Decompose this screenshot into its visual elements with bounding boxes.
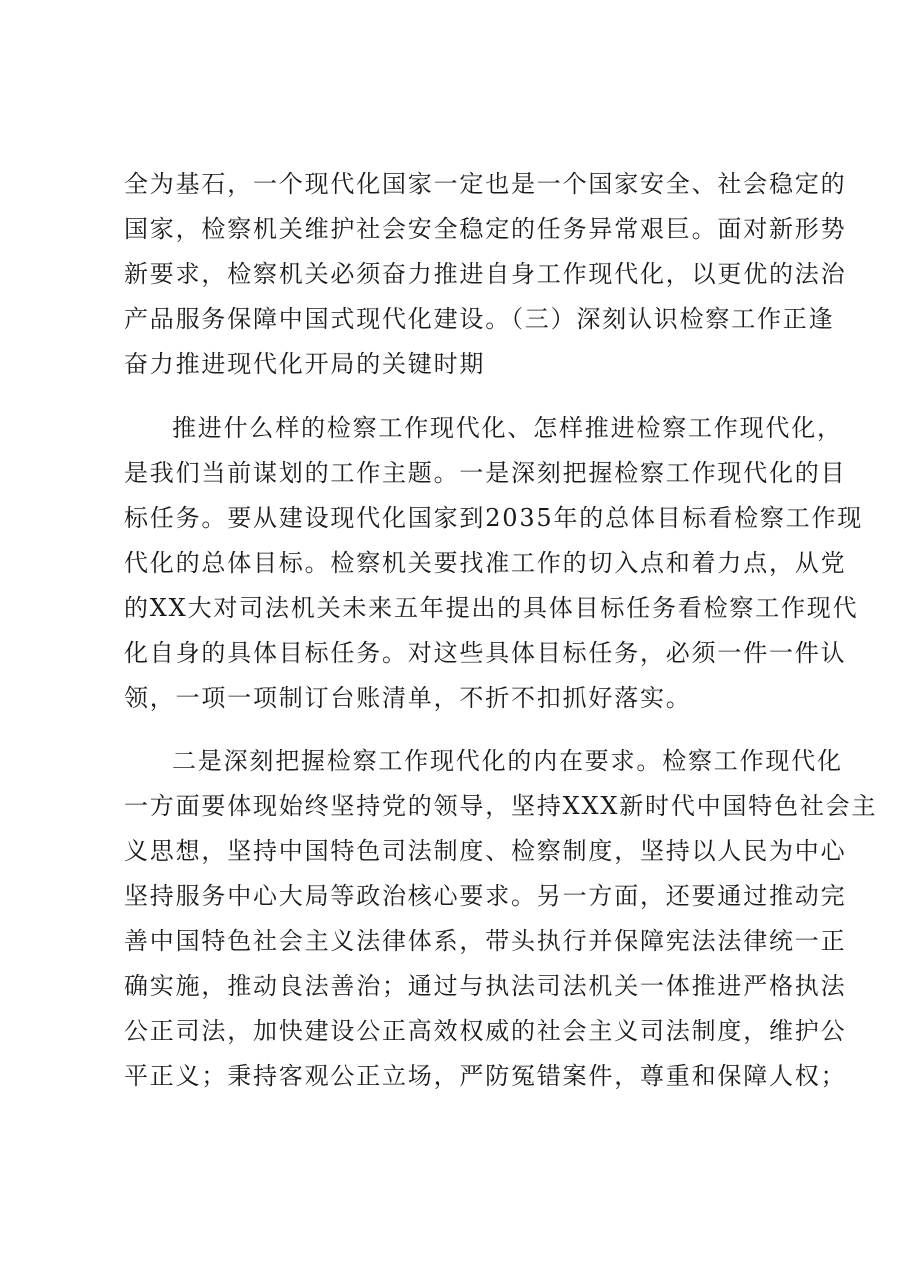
text-line: 产品服务保障中国式现代化建设。（三）深刻认识检察工作正逢 — [124, 305, 835, 333]
text-line: 全为基石，一个现代化国家一定也是一个国家安全、社会稳定的 — [124, 170, 847, 198]
text-line: 义思想，坚持中国特色司法制度、检察制度，坚持以人民为中心 — [124, 837, 847, 865]
text-line: 化自身的具体目标任务。对这些具体目标任务，必须一件一件认 — [124, 639, 847, 667]
text-line: 确实施，推动良法善治；通过与执法司法机关一体推进严格执法 — [124, 972, 847, 1000]
text-line: 奋力推进现代化开局的关键时期 — [124, 350, 486, 378]
text-line: 标任务。要从建设现代化国家到2035年的总体目标看检察工作现 — [124, 504, 864, 532]
text-line: 国家，检察机关维护社会安全稳定的任务异常艰巨。面对新形势 — [124, 215, 847, 243]
paragraph-start-line: 二是深刻把握检察工作现代化的内在要求。检察工作现代化 — [172, 747, 843, 775]
text-line: 一方面要体现始终坚持党的领导，坚持XXX新时代中国特色社会主 — [124, 792, 878, 820]
text-line: 善中国特色社会主义法律体系，带头执行并保障宪法法律统一正 — [124, 927, 847, 955]
paragraph-start-line: 推进什么样的检察工作现代化、怎样推进检察工作现代化， — [172, 414, 843, 442]
text-line: 代化的总体目标。检察机关要找准工作的切入点和着力点，从党 — [124, 549, 847, 577]
text-line: 领，一项一项制订台账清单，不折不扣抓好落实。 — [124, 684, 692, 712]
text-line: 坚持服务中心大局等政治核心要求。另一方面，还要通过推动完 — [124, 882, 847, 910]
text-line: 公正司法，加快建设公正高效权威的社会主义司法制度，维护公 — [124, 1017, 847, 1045]
text-line: 是我们当前谋划的工作主题。一是深刻把握检察工作现代化的目 — [124, 459, 847, 487]
text-line: 的XX大对司法机关未来五年提出的具体目标任务看检察工作现代 — [124, 594, 859, 622]
text-line: 平正义；秉持客观公正立场，严防冤错案件，尊重和保障人权； — [124, 1062, 847, 1090]
text-line: 新要求，检察机关必须奋力推进自身工作现代化，以更优的法治 — [124, 260, 847, 288]
